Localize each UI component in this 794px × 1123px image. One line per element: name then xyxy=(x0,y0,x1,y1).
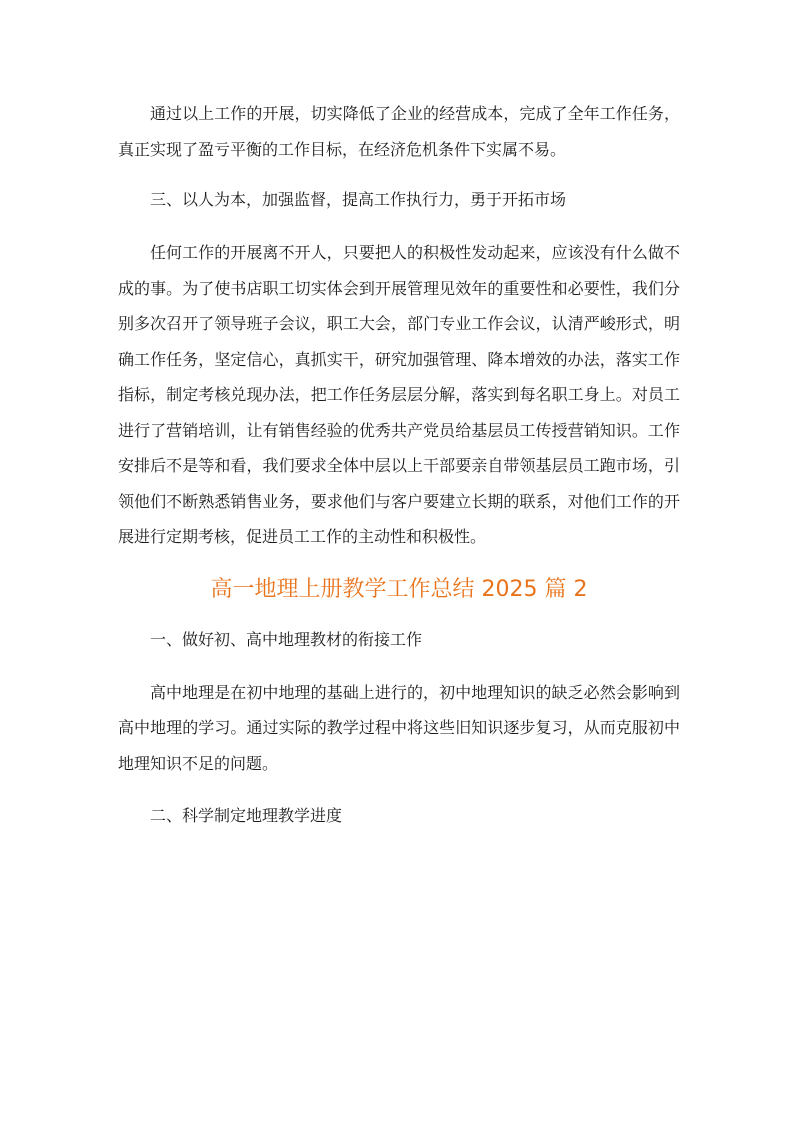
paragraph-staff-motivation: 任何工作的开展离不开人，只要把人的积极性发动起来，应该没有什么做不成的事。为了使书店职工切实体会到开展管理见效年的重要性和必要性，我们分别多次召开了领导班子会议，职工大会，部门专业工作会议，认清严峻形式，明确工作任务，坚定信心，真抓实干，研究加强管理、降本增效的办法，落实工作指标，制定考核兑现办法，把工作任务层层分解，落实到每名职工身上。对员工进行了营销培训，让有销售经验的优秀共产党员给基层员工传授营销知识。工作安排后不是等和看，我们要求全体中层以上干部要亲自带领基层员工跑市场，引领他们不断熟悉销售业务，要求他们与客户要建立长期的联系，对他们工作的开展进行定期考核，促进员工工作的主动性和积极性。 xyxy=(118,243,680,546)
heading-people-oriented: 三、以人为本，加强监督，提高工作执行力，勇于开拓市场 xyxy=(150,190,567,209)
paragraph-geography-basics: 高中地理是在初中地理的基础上进行的，初中地理知识的缺乏必然会影响到高中地理的学习。通过实际的教学过程中将这些旧知识逐步复习，从而克服初中地理知识不足的问题。 xyxy=(118,682,680,773)
heading-textbook-bridging: 一、做好初、高中地理教材的衔接工作 xyxy=(150,629,423,649)
section-title: 高一地理上册教学工作总结 2025 篇 2 xyxy=(210,576,588,602)
document-page xyxy=(118,96,680,831)
paragraph-cost-reduction: 通过以上工作的开展，切实降低了企业的经营成本，完成了全年工作任务，真正实现了盈亏平衡的工作目标，在经济危机条件下实属不易。 xyxy=(118,104,680,159)
heading-teaching-schedule: 二、科学制定地理教学进度 xyxy=(150,806,343,825)
